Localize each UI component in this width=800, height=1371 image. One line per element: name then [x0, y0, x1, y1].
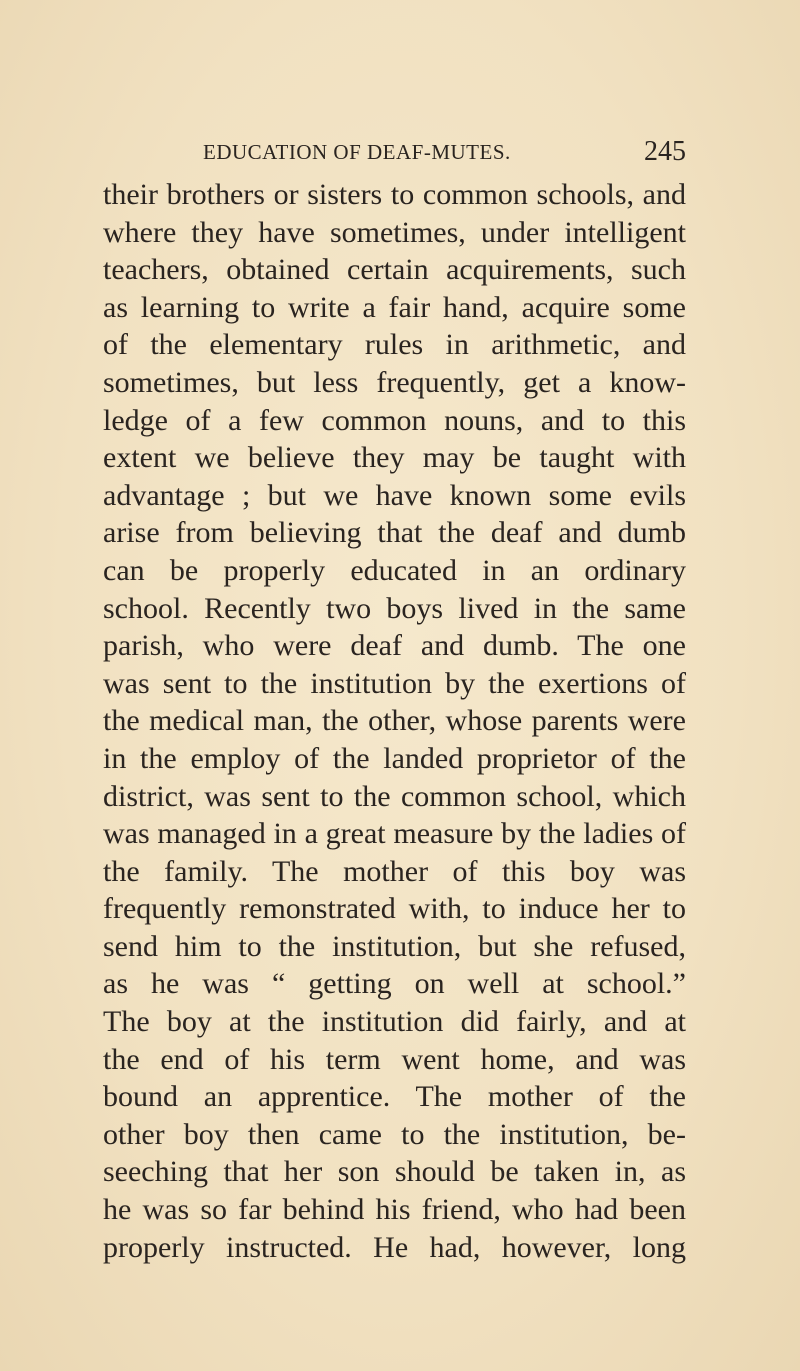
text-line: district, was sent to the common school, which	[103, 779, 686, 813]
page-number: 245	[644, 136, 686, 167]
text-line: The boy at the institution did fairly, and at	[103, 1005, 686, 1039]
text-line: other boy then came to the institution, be-	[103, 1117, 686, 1151]
text-line: the end of his term went home, and was	[103, 1042, 686, 1076]
text-line: seeching that her son should be taken in, as	[103, 1155, 686, 1189]
body-text	[103, 176, 686, 1266]
text-line: can be properly educated in an ordinary	[103, 553, 686, 587]
running-head	[103, 136, 686, 176]
text-line: school. Recently two boys lived in the same	[103, 591, 686, 625]
text-line: the family. The mother of this boy was	[103, 854, 686, 888]
text-line: send him to the institution, but she refused,	[103, 929, 686, 963]
text-line: sometimes, but less frequently, get a know-	[103, 365, 686, 399]
text-line: in the employ of the landed proprietor of the	[103, 741, 686, 775]
text-line: arise from believing that the deaf and dumb	[103, 516, 686, 550]
text-line: where they have sometimes, under intelligent	[103, 215, 686, 249]
text-line: advantage ; but we have known some evils	[103, 478, 686, 512]
text-line: as learning to write a fair hand, acquire some	[103, 290, 686, 324]
text-line: bound an apprentice. The mother of the	[103, 1080, 686, 1114]
text-line: as he was “ getting on well at school.”	[103, 967, 686, 1001]
text-line: extent we believe they may be taught with	[103, 441, 686, 475]
text-line: parish, who were deaf and dumb. The one	[103, 629, 686, 663]
text-line: frequently remonstrated with, to induce her to	[103, 892, 686, 926]
text-line: was managed in a great measure by the ladies of	[103, 817, 686, 851]
text-line: he was so far behind his friend, who had been	[103, 1193, 686, 1227]
text-line: their brothers or sisters to common schools, and	[103, 178, 686, 211]
text-line: teachers, obtained certain acquirements, such	[103, 253, 686, 287]
text-line: was sent to the institution by the exertions of	[103, 666, 686, 700]
text-line: properly instructed. He had, however, long	[103, 1230, 686, 1264]
text-line: of the elementary rules in arithmetic, and	[103, 328, 686, 362]
text-line: the medical man, the other, whose parents were	[103, 704, 686, 738]
running-title: EDUCATION OF DEAF-MUTES.	[203, 140, 511, 164]
text-line: ledge of a few common nouns, and to this	[103, 403, 686, 437]
